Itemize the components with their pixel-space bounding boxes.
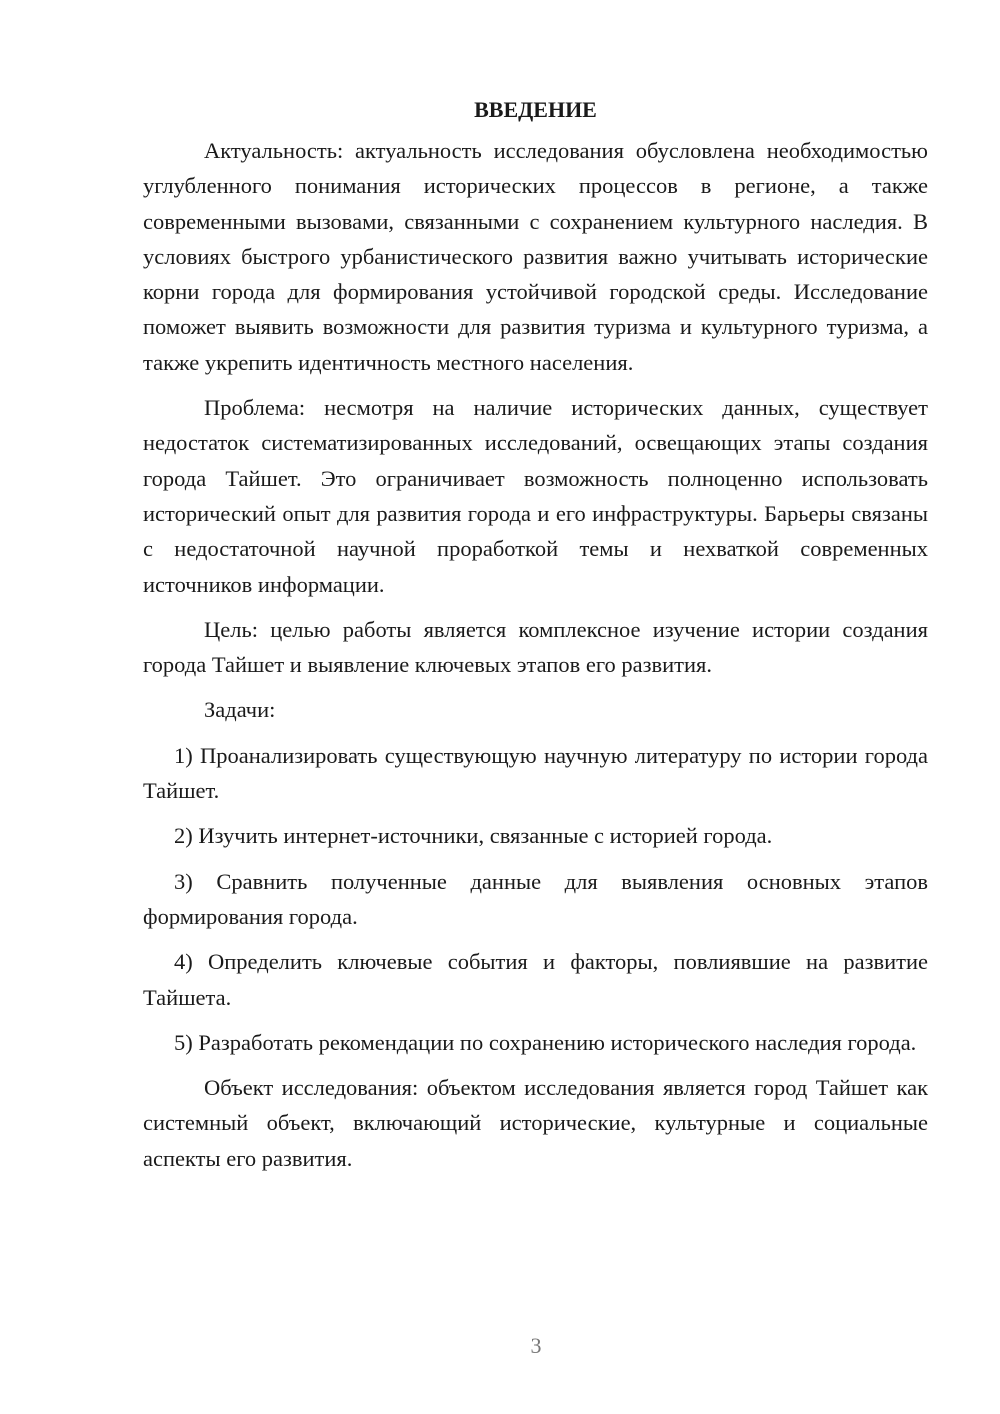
task-item-3: 3) Сравнить полученные данные для выявления основных этапов формирования города.	[143, 868, 928, 929]
section-title: ВВЕДЕНИЕ	[474, 97, 597, 122]
paragraph-problem: Проблема: несмотря на наличие исторических данных, существует недостаток систематизированных исследований, освещающих этапы создания города Тайшет. Это ограничивает возможность полноценно использовать исторический опыт для развития города и его инфраструктуры. Барьеры связаны с недостаточной научной проработкой темы и нехваткой современных источников информации.	[143, 395, 928, 597]
task-item-1: 1) Проанализировать существующую научную литературу по истории города Тайшет.	[143, 742, 928, 804]
paragraph-tasks-heading: Задачи:	[204, 697, 276, 723]
task-item-4: 4) Определить ключевые события и факторы, повлиявшие на развитие Тайшета.	[143, 949, 928, 1010]
paragraph-object: Объект исследования: объектом исследования является город Тайшет как системный объект, включающий исторические, культурные и социальные аспекты его развития.	[143, 1075, 928, 1171]
paragraph-goal: Цель: целью работы является комплексное изучение истории создания города Тайшет и выявление ключевых этапов его развития.	[143, 616, 928, 678]
paragraph-relevance: Актуальность: актуальность исследования обусловлена необходимостью углубленного понимания исторических процессов в регионе, а также современными вызовами, связанными с сохранением культурного наследия. В условиях быстрого урбанистического развития важно учитывать исторические корни города для формирования устойчивой городской среды. Исследование поможет выявить возможности для развития туризма и культурного туризма, а также укрепить идентичность местного населения.	[143, 138, 928, 375]
task-item-5: 5) Разработать рекомендации по сохранению исторического наследия города.	[174, 1029, 917, 1055]
document-page	[143, 92, 928, 1176]
task-item-2: 2) Изучить интернет-источники, связанные с историей города.	[174, 823, 773, 849]
page-number: 3	[530, 1333, 542, 1358]
